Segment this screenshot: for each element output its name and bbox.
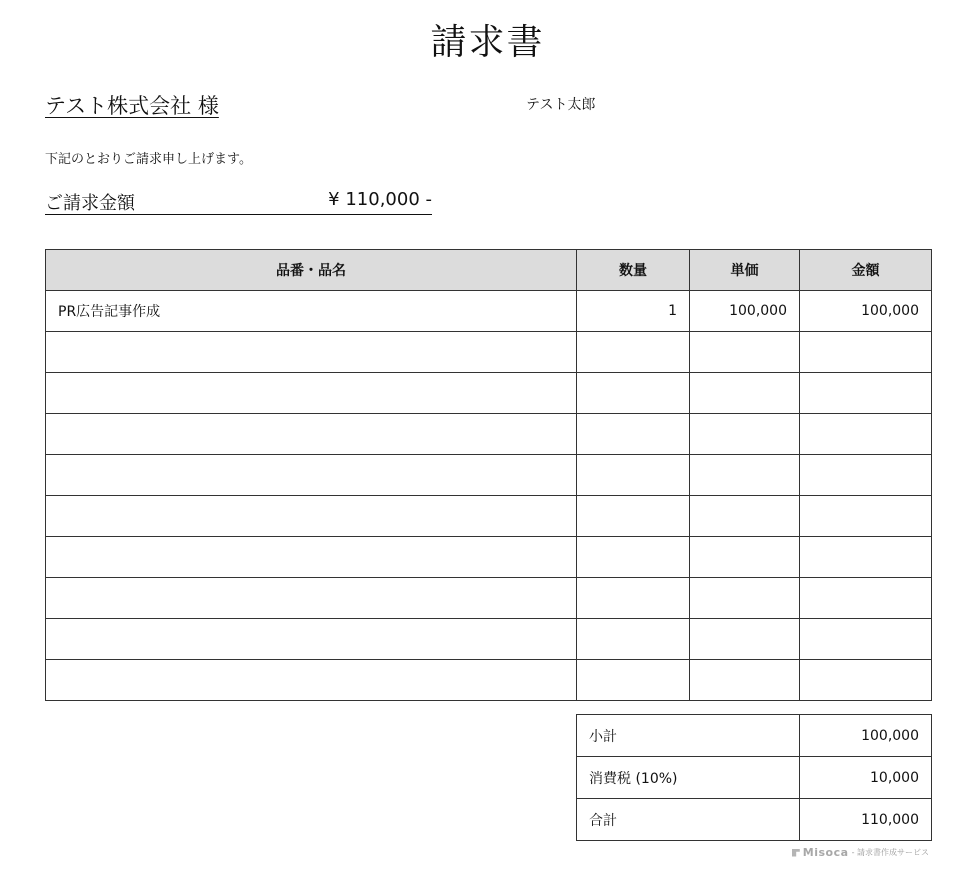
greeting-text: 下記のとおりご請求申し上げます。 [45,152,252,167]
item-unit-price [690,455,800,496]
table-row [46,619,932,660]
item-name [46,619,577,660]
table-row [46,537,932,578]
item-unit-price [690,414,800,455]
item-name [46,455,577,496]
item-name [46,660,577,701]
item-quantity [577,660,690,701]
item-unit-price [690,537,800,578]
item-amount: 100,000 [800,291,932,332]
table-row [46,414,932,455]
billing-amount-value: ¥ 110,000 - [328,189,432,210]
table-row [46,373,932,414]
item-quantity [577,373,690,414]
item-unit-price [690,332,800,373]
item-amount [800,496,932,537]
items-table [45,249,932,701]
table-row [46,332,932,373]
subtotal-label: 小計 [577,715,800,757]
sender-name: テスト太郎 [526,97,596,113]
item-amount [800,414,932,455]
billing-amount [45,187,432,215]
item-amount [800,578,932,619]
header-amount: 金額 [800,250,932,291]
item-amount [800,660,932,701]
header-item-name: 品番・品名 [46,250,577,291]
item-unit-price [690,578,800,619]
table-row [46,660,932,701]
item-name: PR広告記事作成 [46,291,577,332]
header-unit-price: 単価 [690,250,800,291]
item-name [46,537,577,578]
footer-tagline: - 請求書作成サービス [851,848,929,857]
totals-table [576,714,932,841]
item-amount [800,455,932,496]
item-name [46,578,577,619]
total-label: 合計 [577,799,800,841]
total-row [577,799,932,841]
table-row [46,578,932,619]
subtotal-row [577,715,932,757]
tax-value: 10,000 [800,757,932,799]
item-unit-price [690,373,800,414]
item-quantity [577,578,690,619]
item-unit-price [690,496,800,537]
item-quantity [577,414,690,455]
recipient-name: テスト株式会社 様 [45,94,219,118]
item-quantity [577,332,690,373]
document-title: 請求書 [430,22,545,63]
header-quantity: 数量 [577,250,690,291]
item-quantity [577,455,690,496]
tax-row [577,757,932,799]
item-name [46,414,577,455]
footer-branding [792,846,929,859]
item-quantity: 1 [577,291,690,332]
item-name [46,332,577,373]
item-unit-price [690,660,800,701]
item-quantity [577,619,690,660]
total-value: 110,000 [800,799,932,841]
item-quantity [577,537,690,578]
table-row [46,455,932,496]
item-quantity [577,496,690,537]
item-amount [800,332,932,373]
item-unit-price [690,619,800,660]
item-name [46,496,577,537]
misoca-logo-icon [792,849,800,857]
table-row [46,291,932,332]
item-amount [800,537,932,578]
table-row [46,496,932,537]
subtotal-value: 100,000 [800,715,932,757]
item-unit-price: 100,000 [690,291,800,332]
items-table-header [46,250,932,291]
item-amount [800,619,932,660]
tax-label: 消費税 (10%) [577,757,800,799]
billing-amount-label: ご請求金額 [45,193,135,214]
item-name [46,373,577,414]
footer-brand: Misoca [802,846,849,859]
item-amount [800,373,932,414]
